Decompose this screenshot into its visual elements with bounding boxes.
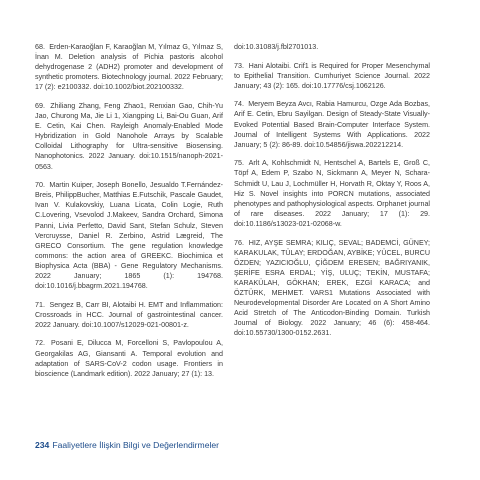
section-title: Faaliyetlere İlişkin Bilgi ve Değerlendirmeler — [52, 440, 220, 450]
page-number: 234 — [35, 440, 50, 450]
reference-text: Erden-Karaoğlan F, Karaoğlan M, Yılmaz G, Yılmaz S, İnan M. Deletion analysis of Pichia pastoris alcohol dehydrogenase 2 (ADH2) promoter and development of synthetic promoters. Biotechnology journal. 2022 February; 17 (2): e2100332. doi:10.1002/biot.202100332. — [35, 43, 223, 92]
reference-text: Arlt A, Kohlschmidt N, Hentschel A, Bartels E, Groß C, Töpf A, Edem P, Szabo N, Sickmann A, Meyer N, Schara-Schmidt U, Lau J, Lochmüller H, Horvath R, Oktay Y, Roos A, Hiz S. Novel insights into PORCN mutations, associated phenotypes and pathophysiological aspects. Orphanet journal of rare diseases. 2022 January; 17 (1): 29. doi:10.1186/s13023-021-02068-w. — [234, 159, 431, 228]
reference-item — [234, 158, 430, 229]
reference-item — [234, 238, 430, 339]
reference-column-left — [35, 42, 223, 387]
reference-item — [35, 300, 223, 330]
reference-item — [35, 338, 223, 378]
reference-number: 70. — [35, 181, 45, 190]
reference-item — [35, 101, 223, 172]
reference-text: HIZ, AYŞE SEMRA; KILIÇ, SEVAL; BADEMCİ, GÜNEY; KARAKULAK, TÜLAY; ERDOĞAN, AYBİKE; YÜCEL, BURCU ÖZDEN; YAZICIOĞLU, ÇİĞDEM ERESEN; BAĞRIYANIK, ŞERİFE ESRA ERDAL; YİŞ, ULUÇ; TEKİN, MUSTAFA; KARAKÜLAH, GÖKHAN; EREK, EZGİ KARACA; and ÖZTÜRK, MEHMET. VARS1 Mutations Associated with Neurodevelopmental Disorder Are Located on A Short Amino Acid Stretch of The Anticodon-Binding Domain. Turkish Journal of Biology. 2022 January; 46 (6): 458-464. doi:10.55730/1300-0152.2631. — [234, 238, 430, 338]
reference-text: Martin Kuiper, Joseph Bonello, Jesualdo T.Fernández-Breis, PhilippBucher, Matthias E.Futschik, Pascale Gaudet, Ivan V. Kulakovskiy, Luana Licata, Colin Logie, Ruth C.Lovering, Vsevolod J.Makeev, Sandra Orchard, Simona Panni, Livia Perfetto, David Sant, Stefan Schulz, Steven Vercruysse, Daniel R. Zerbino, Astrid Lægreid, The GRECO Consortium. The gene regulation knowledge commons: the action area of GREEKC. Biochimica et Biophysica Acta (BBA) - Gene Regulatory Mechanisms. 2022 January; 1865 (1): 194768. doi:10.1016/j.bbagrm.2021.194768. — [35, 181, 224, 291]
reference-number: 68. — [35, 43, 45, 51]
reference-number: 75. — [234, 159, 244, 168]
reference-number: 73. — [234, 61, 244, 70]
reference-continuation — [234, 42, 430, 52]
page-footer — [35, 440, 219, 450]
reference-text: Zhiliang Zhang, Feng Zhao1, Renxian Gao, Chih-Yu Jao, Churong Ma, Jie Li 1, Xiangping Li, Bai-Ou Guan, Arif E. Cetin, Kai Chen. Rayleigh Anomaly-Enabled Mode Hybridization in Gold Nanohole Arrays by Scalable Colloidal Lithography for Ultra-sensitive Biosensing. Nanophotonics. 2022 January. doi:10.1515/nanoph-2021-0563. — [35, 101, 224, 171]
reference-item — [234, 99, 430, 149]
reference-number: 72. — [35, 339, 45, 348]
reference-item — [35, 42, 223, 92]
reference-number: 74. — [234, 100, 244, 109]
reference-number: 71. — [35, 300, 45, 309]
reference-item — [234, 61, 430, 91]
reference-text: Posani E, Dilucca M, Forcelloni S, Pavlopoulou A, Georgakilas AG, Giansanti A. Temporal evolution and adaptation of SARS-CoV-2 codon usage. Frontiers in bioscience (Landmark edition). 2022 January; 27 (1): 13. — [35, 339, 224, 378]
reference-item — [35, 180, 223, 291]
reference-text: Meryem Beyza Avcı, Rabia Hamurcu, Ozge Ada Bozbas, Arif E. Cetin, Ebru Sayilgan. Design of Steady-State Visually-Evoked Potential Based Brain-Computer Interface System. Journal of Intelligent Systems With Applications. 2022 January; 5 (2): 86-89. doi:10.54856/jiswa.202212214. — [234, 100, 431, 149]
reference-number: 76. — [234, 238, 244, 247]
reference-text: doi:10.31083/j.fbl2701013. — [234, 43, 319, 51]
reference-number: 69. — [35, 101, 45, 110]
reference-text: Sengez B, Carr BI, Alotaibi H. EMT and Inflammation: Crossroads in HCC. Journal of gastrointestinal cancer. 2022 January. doi:10.1007/s12029-021-00801-z. — [35, 300, 223, 329]
reference-column-right — [234, 42, 430, 347]
reference-text: Hani Alotaibi. Crif1 is Required for Proper Mesenchymal to Epithelial Transition. Cumhuriyet Science Journal. 2022 January; 43 (2): 165. doi:10.17776/csj.1062126. — [234, 61, 431, 90]
